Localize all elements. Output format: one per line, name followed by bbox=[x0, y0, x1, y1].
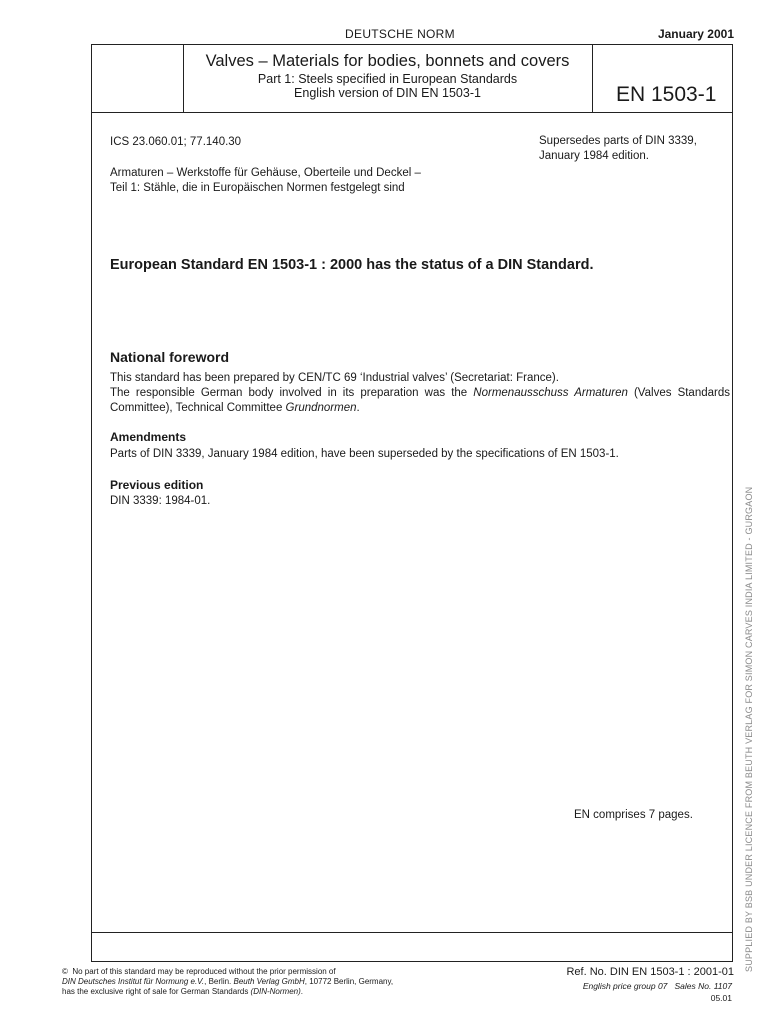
legal-line bbox=[62, 987, 482, 997]
price-group: English price group 07 bbox=[582, 981, 668, 991]
license-watermark: SUPPLIED BY BSB UNDER LICENCE FROM BEUTH VERLAG FOR SIMON CARVES INDIA LIMITED - GURGAON bbox=[744, 486, 754, 972]
amendments-heading: Amendments bbox=[110, 430, 187, 444]
foreword-paragraph bbox=[110, 386, 730, 416]
legal-org: DIN Deutsches Institut für Normung e.V. bbox=[62, 977, 205, 986]
publication-date: January 2001 bbox=[657, 27, 734, 41]
header-left-cell bbox=[92, 45, 184, 112]
standard-number: EN 1503-1 bbox=[616, 83, 717, 106]
national-foreword-heading: National foreword bbox=[110, 349, 230, 365]
legal-text: has the exclusive right of sale for German Standards bbox=[62, 987, 251, 996]
legal-text: No part of this standard may be reproduced without the prior permission of bbox=[72, 967, 336, 976]
title-block bbox=[183, 45, 593, 112]
legal-text: , 10772 Berlin, Germany, bbox=[304, 977, 394, 986]
committee-name: Normenausschuss Armaturen bbox=[473, 387, 628, 399]
german-title bbox=[110, 166, 530, 196]
page-count-note: EN comprises 7 pages. bbox=[574, 809, 693, 821]
copyright-icon: © bbox=[62, 967, 68, 976]
sales-number: Sales No. 1107 bbox=[674, 981, 732, 991]
document-subtitle: Part 1: Steels specified in European Standards bbox=[257, 72, 518, 86]
price-info bbox=[583, 981, 732, 991]
frame-bottom-divider bbox=[92, 932, 732, 933]
supersedes-line: January 1984 edition. bbox=[539, 150, 649, 162]
foreword-text: (Valves Standards Committee), Technical Committee bbox=[110, 387, 730, 414]
standard-number-cell bbox=[592, 45, 732, 112]
foreword-text: The responsible German body involved in its preparation was the bbox=[110, 387, 474, 399]
german-title-line: Teil 1: Stähle, die in Europäischen Normen festgelegt sind bbox=[110, 182, 405, 194]
document-title: Valves – Materials for bodies, bonnets and covers bbox=[205, 52, 570, 70]
edition-code: 05.01 bbox=[710, 993, 732, 1003]
legal-text: , Berlin. bbox=[204, 977, 234, 986]
foreword-text: . bbox=[356, 402, 360, 414]
previous-edition-text: DIN 3339: 1984-01. bbox=[110, 495, 211, 507]
german-title-line: Armaturen – Werkstoffe für Gehäuse, Oberteile und Deckel – bbox=[110, 167, 421, 179]
legal-din-normen: (DIN-Normen) bbox=[250, 987, 301, 996]
amendments-text: Parts of DIN 3339, January 1984 edition, have been superseded by the specifications of EN 1503-1. bbox=[110, 448, 619, 460]
copyright-notice bbox=[62, 967, 482, 997]
legal-line bbox=[62, 967, 482, 977]
previous-edition-heading: Previous edition bbox=[110, 478, 204, 492]
title-header bbox=[92, 45, 732, 113]
status-statement: European Standard EN 1503-1 : 2000 has the status of a DIN Standard. bbox=[110, 257, 594, 273]
legal-publisher: Beuth Verlag GmbH bbox=[233, 977, 305, 986]
document-type-label: DEUTSCHE NORM bbox=[345, 27, 455, 41]
language-version: English version of DIN EN 1503-1 bbox=[294, 86, 481, 100]
reference-number: Ref. No. DIN EN 1503-1 : 2001-01 bbox=[566, 966, 734, 978]
technical-committee-name: Grundnormen bbox=[285, 402, 357, 414]
ics-code: ICS 23.060.01; 77.140.30 bbox=[110, 136, 242, 148]
supersedes-line: Supersedes parts of DIN 3339, bbox=[539, 135, 697, 147]
legal-text: . bbox=[300, 987, 304, 996]
legal-line bbox=[62, 977, 482, 987]
supersedes-note bbox=[539, 134, 729, 164]
foreword-paragraph: This standard has been prepared by CEN/TC 69 ‘Industrial valves’ (Secretariat: France). bbox=[110, 372, 559, 384]
